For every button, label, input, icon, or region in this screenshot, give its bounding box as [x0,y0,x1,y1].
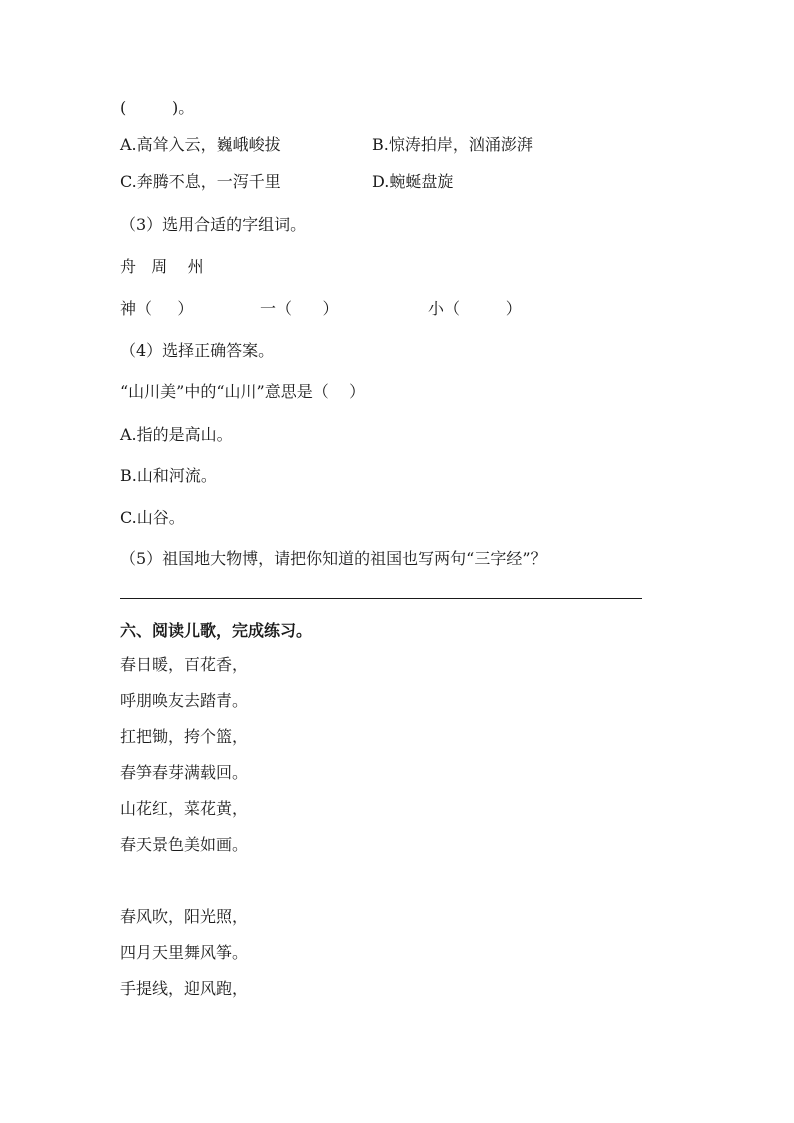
poem-line: 春风吹，阳光照， [120,907,249,926]
poem-line: 四月天里舞风筝。 [120,943,249,962]
question-2-stem-tail: ( )。 [120,98,195,117]
poem-line: 扛把锄，挎个篮， [120,727,249,746]
question-2-option-c: C.奔腾不息，一泻千里 [120,172,281,191]
question-4-stem: “山川美”中的“山川”意思是（ ） [120,382,366,401]
question-3-blank-xiao: 小（ ） [428,299,522,318]
question-3-blank-yi: 一（ ） [260,299,339,318]
question-2-option-b: B.惊涛拍岸，汹涌澎湃 [372,135,533,154]
answer-line [120,598,642,599]
poem-line: 手提线，迎风跑， [120,979,249,998]
section-6-heading: 六、阅读儿歌，完成练习。 [120,621,313,640]
poem-line: 春天景色美如画。 [120,835,249,854]
question-3-blank-shen: 神（ ） [120,299,194,318]
poem-line: 春日暖，百花香， [120,655,249,674]
question-2-option-a: A.高耸入云，巍峨峻拔 [120,135,281,154]
poem-line: 春笋春芽满载回。 [120,763,249,782]
question-4-option-c: C.山谷。 [120,508,185,527]
poem-line: 呼朋唤友去踏青。 [120,691,249,710]
question-2-option-d: D.蜿蜒盘旋 [372,172,454,191]
question-4-option-b: B.山和河流。 [120,466,217,485]
question-4-title: （4）选择正确答案。 [120,341,275,360]
question-3-characters: 舟 周 州 [120,257,204,276]
question-3-title: （3）选用合适的字组词。 [120,215,307,234]
poem-line: 山花红，菜花黄， [120,799,249,818]
question-5-title: （5）祖国地大物博，请把你知道的祖国也写两句“三字经”？ [120,549,547,568]
question-4-option-a: A.指的是高山。 [120,425,233,444]
